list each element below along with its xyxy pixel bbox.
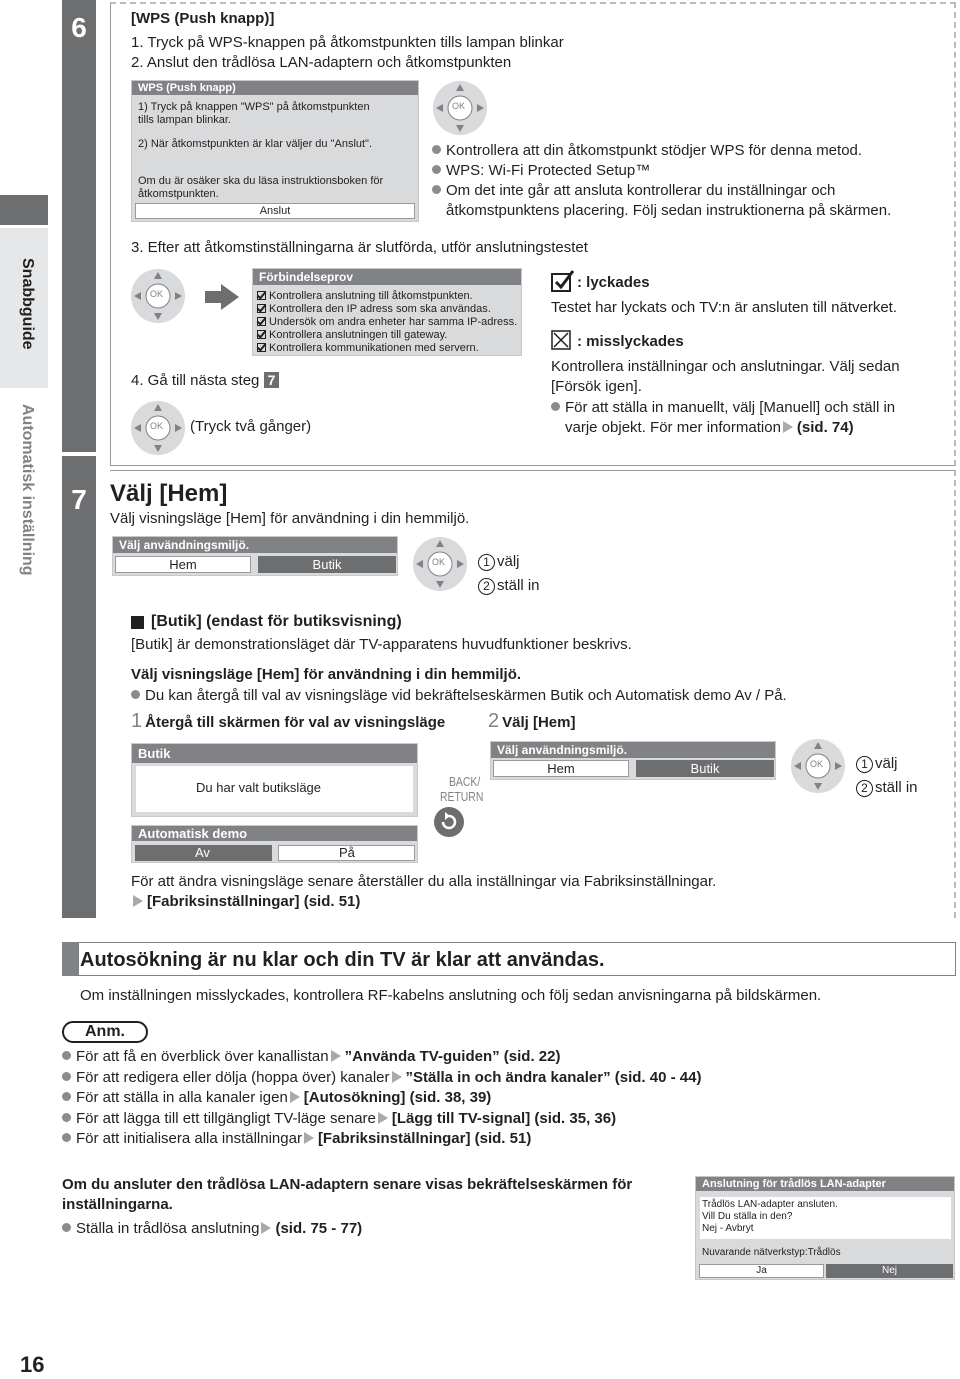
demo-dialog-title: Automatisk demo [132,826,417,841]
side-tab-label: Automatisk inställning [19,404,36,576]
step6-line3: 3. Efter att åtkomstinställningarna är slutförda, utför anslutningstestet [131,239,588,256]
step6-line1: 1. Tryck på WPS-knappen på åtkomstpunkten tills lampan blinkar [131,34,564,51]
lan-dialog-body [700,1197,951,1239]
ok-label: OK [810,759,824,769]
side-tab-marker [0,195,48,225]
step-number-6: 6 [71,12,87,43]
note-item: För att initialisera alla inställningar [Fabriksinställningar] (sid. 51) [62,1130,531,1147]
reference-arrow-icon [378,1112,388,1124]
back-label: BACK/ [449,774,481,789]
reset-text: För att ändra visningsläge senare återställer du alla inställningar via Fabriksinställningar. [131,873,717,890]
fail-text: [Försök igen]. [551,378,642,395]
step7-title: Välj [Hem] [110,480,228,507]
side-tab-label: Snabbguide [19,258,36,350]
no-button[interactable]: Nej [826,1264,953,1278]
select-hint: 1 välj [856,755,898,773]
wps-bullet: WPS: Wi-Fi Protected Setup™ [432,162,650,179]
wps-dialog-text: åtkomstpunkten. [138,188,219,200]
fail-text: Kontrollera inställningar och anslutningar. Välj sedan [551,358,900,375]
step6-line4: 4. Gå till nästa steg 7 [131,372,279,389]
wps-dialog-text: 2) När åtkomstpunkten är klar väljer du "Anslut". [138,138,373,150]
reference-arrow-icon [331,1050,341,1062]
done-text: Om inställningen misslyckades, kontrollera RF-kabelns anslutning och följ sedan anvisningarna på bildskärmen. [80,987,822,1004]
select-env-dialog [112,536,398,576]
reference-arrow-icon [290,1091,300,1103]
wps-bullet: Kontrollera att din åtkomstpunkt stödjer WPS för denna metod. [432,142,862,159]
return-label: RETURN [440,789,484,804]
lan-dialog-text: Vill Du ställa in den? [702,1211,793,1222]
set-hint: 2 ställ in [478,577,540,595]
checkbox-checked-icon [551,270,575,292]
yes-button[interactable]: Ja [699,1264,824,1278]
step-divider [62,452,96,456]
option-av[interactable]: Av [135,845,272,861]
select-hint: 1 välj [478,553,520,571]
step-number-7: 7 [71,484,87,515]
test-item: Kontrollera anslutningen till gateway. [257,329,447,341]
butik-dialog-title: Butik [132,744,417,763]
option-butik[interactable]: Butik [636,760,774,777]
substep-1: 1 Återgå till skärmen för val av visningsläge [131,710,446,732]
option-hem[interactable]: Hem [115,556,251,573]
option-butik[interactable]: Butik [258,556,396,573]
select-env-dialog-2 [490,741,776,780]
step-bar [62,0,96,918]
select-env-title: Välj användningsmiljö. [113,537,397,553]
lan-dialog-network-type: Nuvarande nätverkstyp:Trådlös [702,1247,841,1258]
butik-dialog-body [136,766,413,812]
select-env-title: Välj användningsmiljö. [491,742,775,758]
connect-button[interactable]: Anslut [135,203,415,219]
reference-arrow-icon [783,421,793,433]
option-pa[interactable]: På [278,845,415,861]
wps-dialog-text: 1) Tryck på knappen "WPS" på åtkomstpunkten [138,101,370,113]
return-button-icon[interactable] [433,806,465,838]
hem-bullet: Du kan återgå till val av visningsläge vid bekräftelseskärmen Butik och Automatisk demo Av / På. [131,687,787,704]
wireless-text: Om du ansluter den trådlösa LAN-adaptern senare visas bekräftelseskärmen för [62,1176,633,1193]
square-bullet-icon [131,616,144,629]
reference-arrow-icon [133,895,143,907]
next-step-badge: 7 [264,372,280,388]
step6-box [110,2,956,466]
lan-dialog-text: Trådlös LAN-adapter ansluten. [702,1199,838,1210]
side-tab-snabbguide [0,228,48,388]
note-item: För att få en överblick över kanallistan ”Använda TV-guiden” (sid. 22) [62,1048,560,1065]
ok-label: OK [150,289,164,299]
test-item: Kontrollera anslutning till åtkomstpunkten. [257,290,473,302]
connection-test-title: Förbindelseprov [253,269,521,285]
butik-heading: [Butik] (endast för butiksvisning) [151,613,402,630]
lan-dialog-title: Anslutning för trådlös LAN-adapter [696,1177,954,1191]
done-banner [62,942,956,976]
success-label: : lyckades [577,274,650,291]
done-title: Autosökning är nu klar och din TV är klar att användas. [80,949,605,971]
substep-2: 2 Välj [Hem] [488,710,576,732]
wps-bullet-cont: åtkomstpunktens placering. Följ sedan instruktionerna på skärmen. [446,202,892,219]
step7-subtitle: Välj visningsläge [Hem] för användning i din hemmiljö. [110,510,470,527]
reset-reference[interactable]: [Fabriksinställningar] (sid. 51) [131,893,360,910]
press-twice: (Tryck två gånger) [190,418,312,435]
fail-reference[interactable]: (sid. 74) [796,419,854,436]
reference-arrow-icon [261,1222,271,1234]
butik-text: [Butik] är demonstrationsläget där TV-apparatens huvudfunktioner beskrivs. [131,636,632,653]
butik-dialog [131,743,418,817]
fail-bullet: För att ställa in manuellt, välj [Manuell] och ställ in [551,399,895,416]
side-tab-auto [0,388,48,613]
wireless-text: inställningarna. [62,1196,173,1213]
note-item: För att redigera eller dölja (hoppa över) kanaler ”Ställa in och ändra kanaler” (sid. 40 - 44) [62,1069,701,1086]
step6-title: [WPS (Push knapp)] [131,10,275,27]
arrow-right-icon [205,284,239,310]
step6-line2: 2. Anslut den trådlösa LAN-adaptern och åtkomstpunkten [131,54,512,71]
checkbox-failed-icon [551,330,573,350]
reference-arrow-icon [304,1132,314,1144]
wps-dialog-title: WPS (Push knapp) [132,81,418,95]
lan-dialog [695,1176,955,1280]
note-item: För att ställa in alla kanaler igen [Autosökning] (sid. 38, 39) [62,1089,491,1106]
fail-bullet-cont: varje objekt. För mer information (sid. 74) [565,419,854,436]
set-hint: 2 ställ in [856,779,918,797]
test-item: Kontrollera kommunikationen med servern. [257,342,479,354]
wireless-bullet: Ställa in trådlösa anslutning (sid. 75 - 77) [62,1220,362,1237]
wps-dialog-text: tills lampan blinkar. [138,114,231,126]
success-text: Testet har lyckats och TV:n är ansluten till nätverket. [551,299,897,316]
wps-dialog [131,80,419,222]
connection-test-dialog [252,268,522,356]
fail-label: : misslyckades [577,333,684,350]
ok-label: OK [150,421,164,431]
ok-label: OK [432,557,446,567]
reference-arrow-icon [392,1071,402,1083]
test-item: Kontrollera den IP adress som ska användas. [257,303,491,315]
hem-bold: Välj visningsläge [Hem] för användning i din hemmiljö. [131,666,522,683]
page-number: 16 [20,1352,45,1377]
option-hem[interactable]: Hem [493,760,629,777]
ok-label: OK [452,101,466,111]
test-item: Undersök om andra enheter har samma IP-adress. [257,316,517,328]
note-item: För att lägga till ett tillgängligt TV-läge senare [Lägg till TV-signal] (sid. 35, 36) [62,1110,616,1127]
wps-dialog-text: Om du är osäker ska du läsa instruktionsboken för [138,175,384,187]
butik-dialog-text: Du har valt butiksläge [196,780,322,795]
lan-dialog-text: Nej - Avbryt [702,1223,754,1234]
demo-dialog [131,825,418,863]
wps-bullet: Om det inte går att ansluta kontrollerar du inställningar och [432,182,835,199]
note-label: Anm. [62,1021,148,1043]
